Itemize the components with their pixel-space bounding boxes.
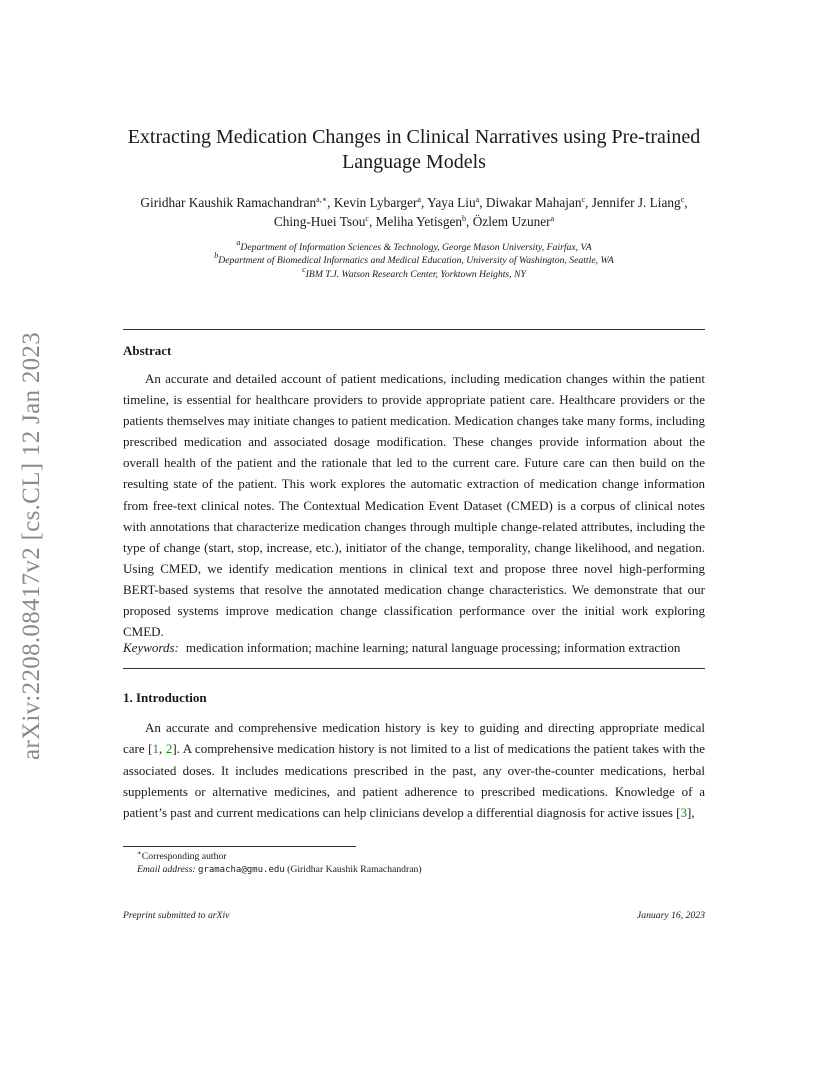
paper-title [124, 125, 704, 175]
affiliation-item [124, 264, 704, 281]
citation-link[interactable]: 3 [680, 805, 687, 821]
author-list [124, 194, 704, 231]
author-affiliation-mark: c [365, 213, 369, 223]
affiliation-list [124, 238, 704, 281]
citation-separator: , [159, 741, 166, 757]
author-affiliation-mark: b [462, 213, 467, 223]
author-name: Yaya Liu [427, 195, 476, 210]
footnote-corresponding [137, 850, 422, 863]
title-line-2: Language Models [342, 151, 486, 173]
email-address[interactable]: gramacha@gmu.edu [198, 865, 285, 876]
abstract-text: An accurate and detailed account of patient medications, including medication changes within the patient timeline, is essential for healthcare providers to provide appropriate patient care. Healthcare providers or the patients themselves may initiate changes to patient medication. Medication changes take many forms, including prescribed medication and associated dosage modification. These changes provide information about the overall health of the patient and the rationale that led to the current care. Future care can then build on the resulting state of the patient. This work explores the automatic extraction of medication change information from free-text clinical notes. The Contextual Medication Event Dataset (CMED) is a corpus of clinical notes with annotations that characterize medication changes through multiple change-related attributes, including the type of change (start, stop, increase, etc.), initiator of the change, temporality, change likelihood, and negation. Using CMED, we identify medication mentions in clinical text and propose three novel high-performing BERT-based systems that resolve the annotated medication change characteristics. We demonstrate that our proposed systems improve medication change classification performance over the initial work exploring CMED. [123, 371, 705, 640]
affiliation-mark: a [236, 238, 241, 247]
keywords-text: medication information; machine learning; natural language processing; information extraction [185, 640, 681, 655]
affiliation-text: IBM T.J. Watson Research Center, Yorktown Heights, NY [305, 268, 526, 280]
abstract-top-rule [123, 329, 705, 330]
abstract-bottom-rule [123, 668, 705, 669]
email-label: Email address: [137, 864, 196, 876]
affiliation-item [124, 238, 704, 254]
email-owner: (Giridhar Kaushik Ramachandran) [287, 864, 422, 876]
footer-preprint-note: Preprint submitted to arXiv [123, 910, 230, 921]
author-affiliation-mark: c [680, 195, 685, 204]
author-affiliation-mark: a [550, 213, 555, 223]
intro-text-part: ]. A comprehensive medication history is not limited to a list of medications the patient takes with the associated doses. It includes medications prescribed in the past, any over-the-counter medications, herbal supplements or alternative medicines, and patient adherence to prescribed medications. Knowledge of a patient’s past and current medications can help clinicians develop a differential diagnosis for active issues [ [123, 741, 706, 821]
title-line-1: Extracting Medication Changes in Clinical Narratives using Pre-trained [127, 126, 701, 148]
footnote [137, 850, 422, 877]
footnote-email-line [137, 863, 422, 877]
keywords-label: Keywords: [123, 640, 179, 655]
author-affiliation-mark: a [475, 195, 480, 204]
footnote-corresponding-text: Corresponding author [141, 851, 227, 862]
affiliation-item [124, 251, 704, 267]
arxiv-identifier-stamp: arXiv:2208.08417v2 [cs.CL] 12 Jan 2023 [18, 331, 45, 760]
author-name: Ching-Huei Tsou [273, 213, 366, 229]
footnote-rule [123, 846, 356, 847]
affiliation-mark: c [302, 264, 306, 274]
author-affiliation-mark: c [581, 195, 586, 204]
intro-text-part: An accurate and comprehensive medication history is key to guiding and directing appropriate medical care [ [123, 720, 705, 757]
author-name: Giridhar Kaushik Ramachandran [140, 195, 317, 210]
author-name: Özlem Uzuner [472, 213, 551, 229]
introduction-paragraph [123, 717, 705, 823]
affiliation-mark: b [214, 251, 219, 261]
author-name: Jennifer J. Liang [591, 195, 681, 210]
affiliation-text: Department of Information Sciences & Technology, George Mason University, Fairfax, VA [240, 242, 592, 253]
author-line-1: Giridhar Kaushik Ramachandran$^{a,∗}$, Kevin Lybarger$^a$, Yaya Liu$^a$, Diwakar Mahajan$^c$, Jennifer J. Liang$^c$, [140, 195, 688, 210]
citation-link[interactable]: 1 [152, 741, 160, 757]
abstract-heading: Abstract [123, 343, 172, 358]
section-heading-introduction: 1. Introduction [123, 690, 207, 705]
keywords-line [123, 638, 705, 658]
footer-date: January 16, 2023 [636, 910, 705, 921]
citation-link[interactable]: 2 [165, 741, 173, 757]
footnote-mark: ∗ [137, 849, 142, 857]
author-affiliation-mark: a,∗ [316, 195, 328, 204]
author-name: Kevin Lybarger [333, 195, 418, 210]
author-line-2: Ching-Huei Tsou$^c$, Meliha Yetisgen$^b$, Özlem Uzuner$^a$ [273, 213, 555, 229]
author-name: Diwakar Mahajan [485, 195, 582, 210]
affiliation-text: Department of Biomedical Informatics and Medical Education, University of Washington, Seattle, WA [218, 255, 614, 267]
author-name: Meliha Yetisgen [375, 213, 463, 229]
author-affiliation-mark: a [417, 195, 421, 204]
intro-text-part: ], [687, 805, 695, 821]
